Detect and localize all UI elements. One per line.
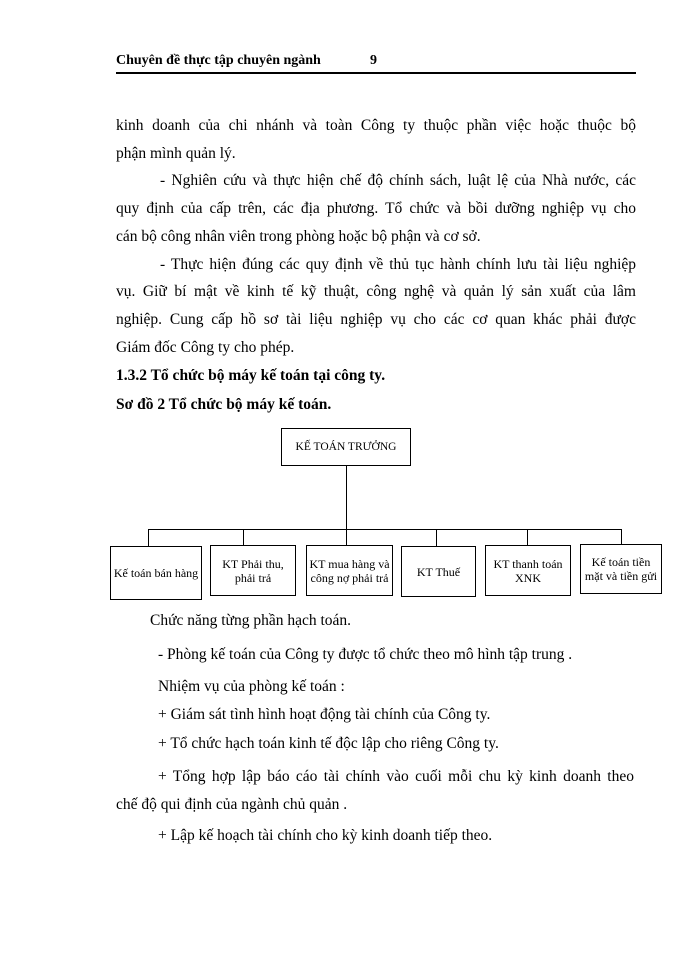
org-child-box: KT Thuế <box>401 546 476 597</box>
text-line: + Tổ chức hạch toán kinh tế độc lập cho riêng Công ty. <box>158 735 499 752</box>
org-root-box: KẾ TOÁN TRƯỞNG <box>281 428 411 466</box>
text-line: phận mình quản lý. <box>116 145 236 162</box>
text-line: + Tổng hợp lập báo cáo tài chính vào cuối mỗi chu kỳ kinh doanh theo <box>158 768 634 785</box>
text-line: + Giám sát tình hình hoạt động tài chính của Công ty. <box>158 706 491 723</box>
text-line: + Lập kế hoạch tài chính cho kỳ kinh doanh tiếp theo. <box>158 827 493 844</box>
diagram-title: Sơ đồ 2 Tổ chức bộ máy kế toán. <box>116 396 332 413</box>
org-connector-vertical <box>346 466 347 529</box>
section-heading: 1.3.2 Tổ chức bộ máy kế toán tại công ty. <box>116 367 386 384</box>
text-line: chế độ qui định của ngành chủ quản . <box>116 796 348 813</box>
org-connector-drop <box>243 529 244 545</box>
text-line: - Thực hiện đúng các quy định về thủ tục hành chính lưu tài liệu nghiệp <box>160 256 636 273</box>
org-child-box: KT mua hàng và công nợ phải trả <box>306 545 393 596</box>
text-line: Giám đốc Công ty cho phép. <box>116 339 295 356</box>
org-child-box: Kế toán tiền mặt và tiền gửi <box>580 544 662 594</box>
org-connector-drop <box>436 529 437 546</box>
org-child-box: KT thanh toán XNK <box>485 545 571 596</box>
org-connector-horizontal <box>148 529 621 530</box>
org-child-box: KT Phải thu, phải trả <box>210 545 296 596</box>
text-line: vụ. Giữ bí mật về kinh tế kỹ thuật, công nghệ và quản lý sản xuất của lâm <box>116 283 636 300</box>
text-line: quy định của cấp trên, các địa phương. Tổ chức và bồi dưỡng nghiệp vụ cho <box>116 200 636 217</box>
text-line: Nhiệm vụ của phòng kế toán : <box>158 678 345 695</box>
org-connector-drop <box>148 529 149 546</box>
page-number: 9 <box>370 53 377 68</box>
text-line: kinh doanh của chi nhánh và toàn Công ty thuộc phần việc hoặc thuộc bộ <box>116 117 636 134</box>
org-connector-drop <box>621 529 622 544</box>
header-title: Chuyên đề thực tập chuyên ngành <box>116 53 321 68</box>
org-child-box: Kế toán bán hàng <box>110 546 202 600</box>
org-connector-drop <box>346 529 347 545</box>
text-line: Chức năng từng phần hạch toán. <box>150 612 352 629</box>
org-connector-drop <box>527 529 528 545</box>
text-line: cán bộ công nhân viên trong phòng hoặc bộ phận và cơ sở. <box>116 228 481 245</box>
page-header <box>116 50 636 74</box>
text-line: - Nghiên cứu và thực hiện chế độ chính sách, luật lệ của Nhà nước, các <box>160 172 636 189</box>
text-line: nghiệp. Cung cấp hồ sơ tài liệu nghiệp vụ cho các cơ quan khác phải được <box>116 311 636 328</box>
text-line: - Phòng kế toán của Công ty được tổ chức theo mô hình tập trung . <box>158 646 573 663</box>
